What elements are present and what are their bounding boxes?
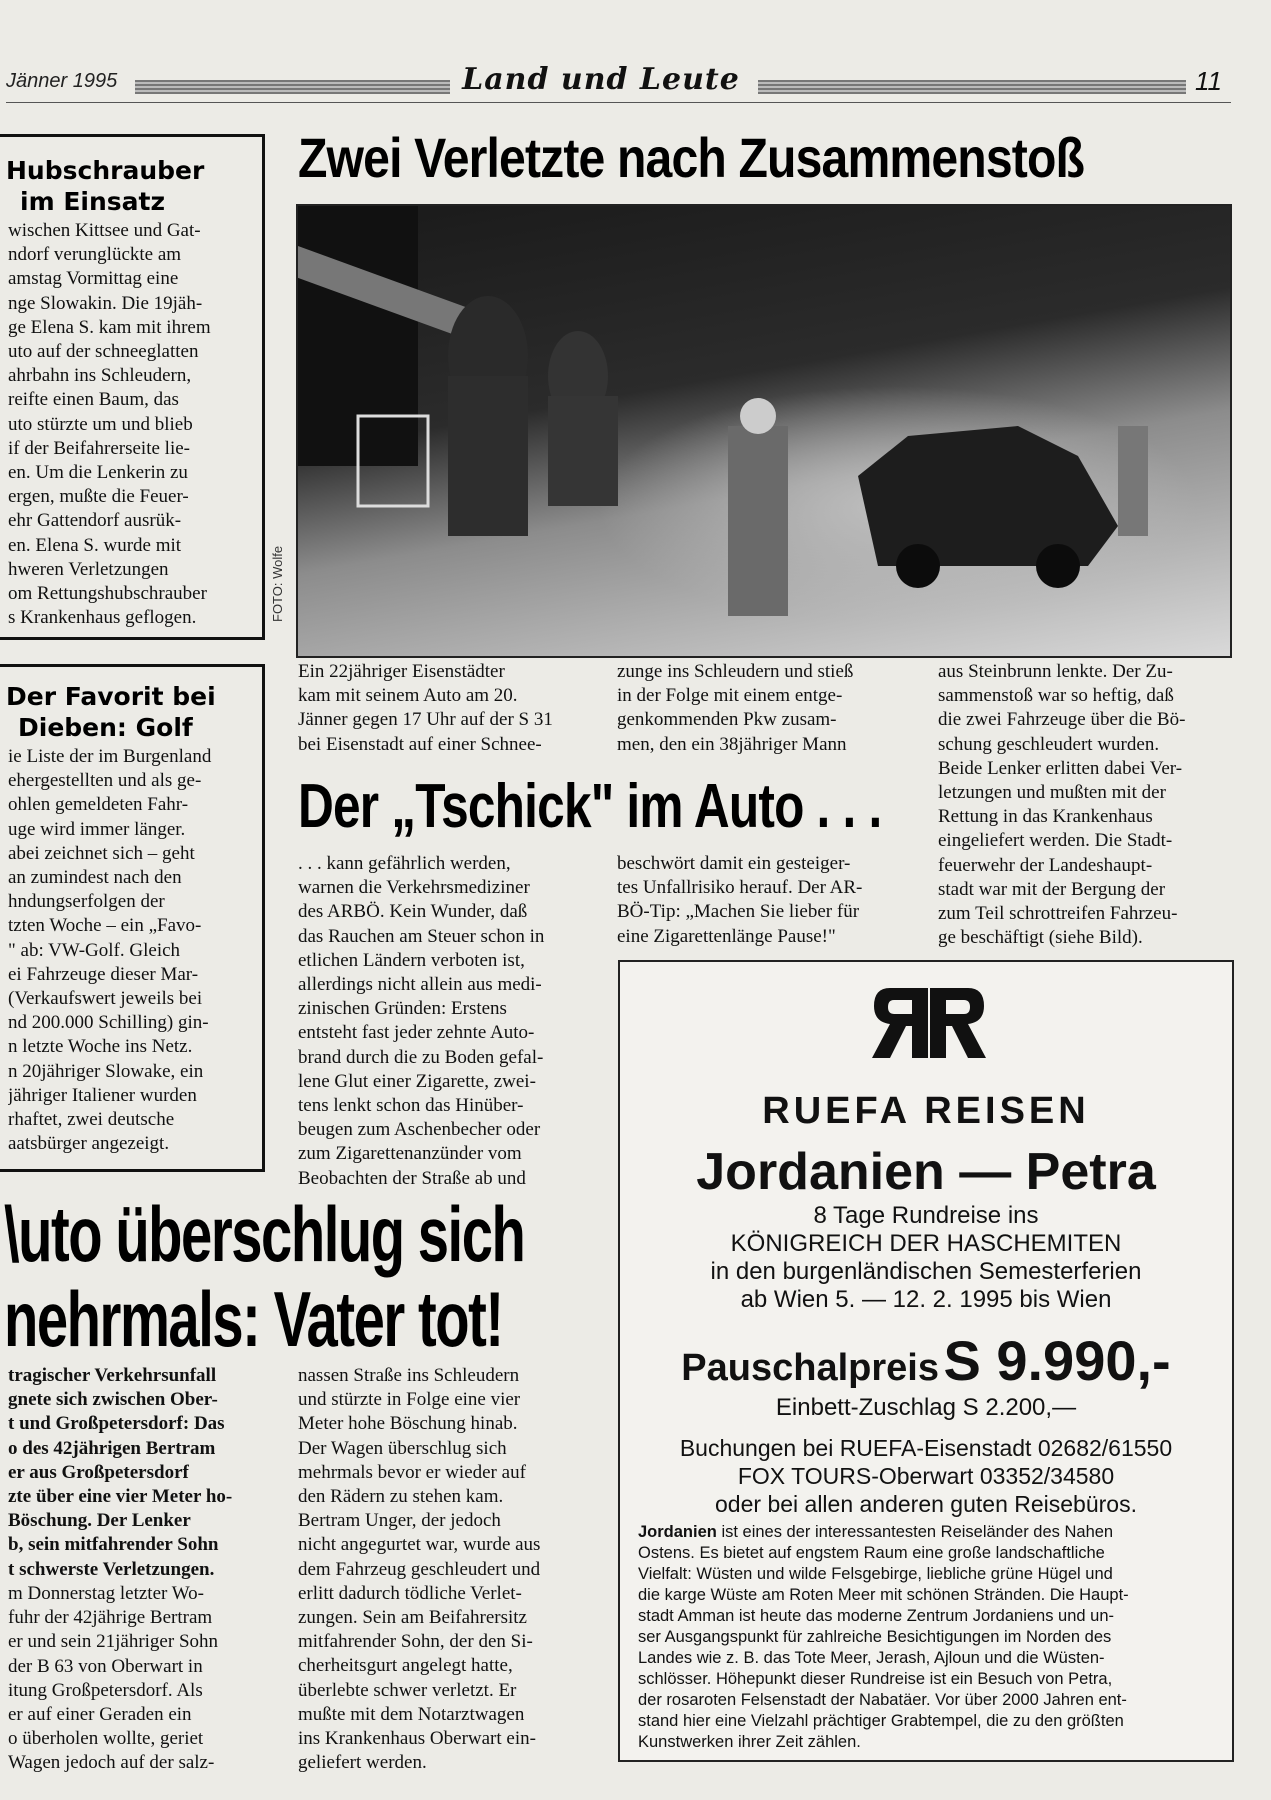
- header-rule: [6, 102, 1231, 103]
- text-line: uto stürzte um und blieb: [8, 413, 193, 435]
- text-line: allerdings nicht allein aus medi-: [298, 974, 542, 996]
- text-line: tzten Woche – ein „Favo-: [8, 915, 202, 937]
- text-line: er und sein 21jähriger Sohn: [8, 1631, 219, 1653]
- text-line: mehrmals bevor er wieder auf: [298, 1461, 526, 1483]
- text-line: ge beschäftigt (siehe Bild).: [938, 927, 1143, 949]
- text-line: en. Elena S. wurde mit: [8, 534, 182, 556]
- text-line: den Rädern zu stehen kam.: [298, 1486, 504, 1508]
- text-line: der B 63 von Oberwart in: [8, 1655, 203, 1677]
- text-line: das Rauchen am Steuer schon in: [298, 925, 545, 947]
- text-line: warnen die Verkehrsmediziner: [298, 877, 530, 899]
- text-line: rhaftet, zwei deutsche: [8, 1109, 175, 1131]
- text-line: er aus Großpetersdorf: [8, 1461, 189, 1483]
- sidebar-title: Der Favorit bei: [6, 682, 216, 711]
- vater-headline-line2: nehrmals: Vater tot!: [4, 1275, 503, 1363]
- text-line: bei Eisenstadt auf einer Schnee-: [298, 733, 542, 755]
- text-line: eingeliefert werden. Die Stadt-: [938, 830, 1173, 852]
- ad-description: [638, 1522, 1214, 1753]
- text-line: kam mit seinem Auto am 20.: [298, 685, 518, 707]
- text-line: schung geschleudert wurden.: [938, 733, 1160, 755]
- text-line: cherheitsgurt angelegt hatte,: [298, 1655, 513, 1677]
- ad-price-label: Pauschalpreis: [681, 1347, 939, 1389]
- text-line: erlitt dadurch tödliche Verlet-: [298, 1582, 522, 1604]
- text-line: s Krankenhaus geflogen.: [8, 607, 197, 629]
- text-line: zinischen Gründen: Erstens: [298, 998, 507, 1020]
- text-line: if der Beifahrerseite lie-: [8, 437, 190, 459]
- text-line: Rettung in das Krankenhaus: [938, 806, 1153, 828]
- ad-desc-line: die karge Wüste am Roten Meer mit schönen Stränden. Die Haupt-: [638, 1586, 1129, 1604]
- text-line: zte über eine vier Meter ho-: [8, 1486, 233, 1508]
- vater-lead: [8, 1364, 272, 1582]
- sidebar-body: [0, 743, 262, 1156]
- text-line: beugen zum Aschenbecher oder: [298, 1119, 541, 1141]
- section-logo: Land und Leute: [462, 62, 740, 97]
- text-line: zum Zigarettenanzünder vom: [298, 1143, 522, 1165]
- tschick-col1: [298, 852, 594, 1191]
- photo-credit: FOTO: Wolfe: [270, 545, 285, 622]
- text-line: zungen. Sein am Beifahrersitz: [298, 1607, 527, 1629]
- text-line: nge Slowakin. Die 19jäh-: [8, 292, 203, 314]
- ad-desc-line: schlösser. Höhepunkt dieser Rundreise ist ein Besuch von Petra,: [638, 1670, 1113, 1688]
- text-line: feuerwehr der Landeshaupt-: [938, 854, 1153, 876]
- text-line: ins Krankenhaus Oberwart ein-: [298, 1728, 536, 1750]
- text-line: Der Wagen überschlug sich: [298, 1437, 507, 1459]
- text-line: tes Unfallrisiko herauf. Der AR-: [617, 877, 863, 899]
- text-line: mußte mit dem Notarztwagen: [298, 1703, 525, 1725]
- ad-single-supplement: Einbett-Zuschlag S 2.200,—: [775, 1394, 1077, 1421]
- text-line: ohlen gemeldeten Fahr-: [8, 794, 189, 816]
- text-line: und stürzte in Folge eine vier: [298, 1389, 521, 1411]
- sidebar-box-helicopter: [0, 134, 265, 640]
- text-line: stadt war mit der Bergung der: [938, 878, 1166, 900]
- ad-booking-line: FOX TOURS-Oberwart 03352/34580: [737, 1463, 1115, 1489]
- text-line: ie Liste der im Burgenland: [8, 746, 212, 767]
- ad-desc-line: stadt Amman ist heute das moderne Zentrum Jordaniens und un-: [638, 1607, 1115, 1625]
- text-line: etlichen Ländern verboten ist,: [298, 949, 525, 971]
- text-line: nassen Straße ins Schleudern: [298, 1365, 520, 1386]
- text-line: nd 200.000 Schilling) gin-: [8, 1012, 209, 1034]
- ad-desc-line: Ostens. Es bietet auf engstem Raum eine große landschaftliche: [638, 1544, 1105, 1562]
- text-line: hweren Verletzungen: [8, 558, 169, 580]
- text-line: fuhr der 42jährige Bertram: [8, 1607, 213, 1629]
- text-line: itung Großpetersdorf. Als: [8, 1679, 203, 1701]
- ad-desc-line: Kunstwerken ihrer Zeit zählen.: [638, 1733, 861, 1751]
- ad-desc-line: Landes wie z. B. das Tote Meer, Jerash, Ajloun und die Wüsten-: [638, 1649, 1105, 1667]
- tschick-headline: Der „Tschick" im Auto . . .: [298, 772, 882, 841]
- ad-desc-line: Jordanien ist eines der interessantesten Reiseländer des Nahen: [638, 1523, 1114, 1541]
- text-line: beschwört damit ein gesteiger-: [617, 853, 851, 874]
- ad-price: S 9.990,-: [943, 1329, 1171, 1392]
- text-line: abei zeichnet sich – geht: [8, 842, 195, 864]
- text-line: ge Elena S. kam mit ihrem: [8, 316, 211, 338]
- text-line: ndorf verunglückte am: [8, 244, 182, 266]
- photo-scene: [298, 206, 1230, 656]
- text-line: ahrbahn ins Schleudern,: [8, 365, 192, 387]
- text-line: Meter hohe Böschung hinab.: [298, 1413, 518, 1435]
- ad-sub-line: KÖNIGREICH DER HASCHEMITEN: [730, 1230, 1122, 1257]
- ruefa-logo-icon: [870, 984, 990, 1062]
- text-line: tragischer Verkehrsunfall: [8, 1365, 217, 1386]
- ad-booking-line: Buchungen bei RUEFA-Eisenstadt 02682/61550: [679, 1435, 1173, 1461]
- ad-desc-line: ser Ausgangspunkt für zahlreiche Besichtigungen im Norden des: [638, 1628, 1112, 1646]
- sidebar-body: [0, 219, 262, 630]
- text-line: BÖ-Tip: „Machen Sie lieber für: [617, 901, 860, 923]
- ad-brand: RUEFA REISEN: [762, 1090, 1090, 1132]
- ad-subtitle: [620, 1202, 1232, 1314]
- text-line: die zwei Fahrzeuge über die Bö-: [938, 709, 1186, 731]
- main-story-col1: [298, 660, 594, 757]
- text-line: o des 42jährigen Bertram: [8, 1437, 216, 1459]
- text-line: Bertram Unger, der jedoch: [298, 1510, 501, 1532]
- ad-booking-line: oder bei allen anderen guten Reisebüros.: [715, 1491, 1137, 1517]
- text-line: brand durch die zu Boden gefal-: [298, 1046, 544, 1068]
- text-line: gnete sich zwischen Ober-: [8, 1389, 218, 1411]
- issue-date: Jänner 1995: [6, 70, 118, 92]
- text-line: jähriger Italiener wurden: [8, 1084, 197, 1106]
- text-line: . . . kann gefährlich werden,: [298, 853, 511, 874]
- text-line: an zumindest nach den: [8, 867, 182, 889]
- text-line: entsteht fast jeder zehnte Auto-: [298, 1022, 535, 1044]
- text-line: ei Fahrzeuge dieser Mar-: [8, 963, 199, 985]
- header-bar-left: [135, 80, 450, 94]
- text-line: wischen Kittsee und Gat-: [8, 220, 201, 241]
- text-line: ehr Gattendorf ausrük-: [8, 510, 182, 532]
- tschick-col2: [617, 852, 913, 949]
- header-bar-right: [758, 80, 1186, 94]
- text-line: eine Zigarettenlänge Pause!": [617, 925, 836, 947]
- text-line: Ein 22jähriger Eisenstädter: [298, 661, 505, 682]
- text-line: aatsbürger angezeigt.: [8, 1133, 170, 1155]
- text-line: o überholen wollte, geriet: [8, 1728, 204, 1750]
- text-line: aus Steinbrunn lenkte. Der Zu-: [938, 661, 1173, 682]
- text-line: en. Um die Lenkerin zu: [8, 462, 188, 484]
- text-line: uto auf der schneeglatten: [8, 341, 199, 363]
- text-line: m Donnerstag letzter Wo-: [8, 1583, 204, 1604]
- text-line: Beobachten der Straße ab und: [298, 1167, 526, 1189]
- text-line: om Rettungshubschrauber: [8, 583, 207, 605]
- text-line: dem Fahrzeug geschleudert und: [298, 1558, 541, 1580]
- page-number: 11: [1195, 66, 1222, 96]
- text-line: (Verkaufswert jeweils bei: [8, 988, 203, 1010]
- text-line: " ab: VW-Golf. Gleich: [8, 939, 181, 961]
- vater-col2: [298, 1364, 594, 1775]
- text-line: hndungserfolgen der: [8, 891, 165, 913]
- accident-photo: [296, 204, 1232, 658]
- text-line: überlebte schwer verletzt. Er: [298, 1679, 517, 1701]
- text-line: uge wird immer länger.: [8, 818, 186, 840]
- ad-sub-line: 8 Tage Rundreise ins: [813, 1202, 1039, 1229]
- text-line: ergen, mußte die Feuer-: [8, 486, 189, 508]
- ad-desc-line: der rosaroten Felsenstadt der Nabatäer. Vor über 2000 Jahren ent-: [638, 1691, 1127, 1709]
- ad-desc-line: Vielfalt: Wüsten und wilde Felsgebirge, liebliche grüne Hügel und: [638, 1565, 1113, 1583]
- vater-headline-line1: \uto überschlug sich: [4, 1190, 525, 1278]
- ad-desc-line: stand hier eine Vielzahl prächtiger Grabtempel, die zu den größten: [638, 1712, 1124, 1730]
- ad-price-line: [620, 1328, 1232, 1393]
- text-line: er auf einer Geraden ein: [8, 1704, 192, 1726]
- sidebar-title: Hubschrauber: [6, 156, 205, 185]
- text-line: mitfahrender Sohn, der den Si-: [298, 1631, 533, 1653]
- text-line: letzungen und mußten mit der: [938, 782, 1166, 804]
- text-line: geliefert werden.: [298, 1752, 427, 1774]
- main-story-col2: [617, 660, 913, 757]
- sidebar-title: Dieben: Golf: [18, 713, 193, 742]
- text-line: Wagen jedoch auf der salz-: [8, 1752, 215, 1774]
- sidebar-box-golf: [0, 664, 265, 1172]
- text-line: n letzte Woche ins Netz.: [8, 1036, 193, 1058]
- main-headline: Zwei Verletzte nach Zusammenstoß: [298, 126, 1085, 189]
- ad-sub-line: ab Wien 5. — 12. 2. 1995 bis Wien: [740, 1286, 1112, 1313]
- text-line: amstag Vormittag eine: [8, 268, 179, 290]
- text-line: nicht angegurtet war, wurde aus: [298, 1534, 541, 1556]
- ad-booking: [620, 1434, 1232, 1518]
- ad-title: Jordanien — Petra: [696, 1143, 1156, 1201]
- text-line: Böschung. Der Lenker: [8, 1510, 191, 1532]
- text-line: reifte einen Baum, das: [8, 389, 179, 411]
- text-line: in der Folge mit einem entge-: [617, 685, 843, 707]
- text-line: lene Glut einer Zigarette, zwei-: [298, 1070, 536, 1092]
- sidebar-title: im Einsatz: [20, 187, 166, 216]
- text-line: genkommenden Pkw zusam-: [617, 709, 837, 731]
- text-line: zum Teil schrottreifen Fahrzeu-: [938, 903, 1178, 925]
- text-line: Jänner gegen 17 Uhr auf der S 31: [298, 709, 553, 731]
- text-line: t schwerste Verletzungen.: [8, 1558, 215, 1580]
- text-line: sammenstoß war so heftig, daß: [938, 685, 1174, 707]
- text-line: des ARBÖ. Kein Wunder, daß: [298, 901, 528, 923]
- ad-desc-bold: Jordanien: [638, 1523, 717, 1541]
- text-line: n 20jähriger Slowake, ein: [8, 1060, 204, 1082]
- text-line: men, den ein 38jähriger Mann: [617, 733, 847, 755]
- main-story-col3: [938, 660, 1228, 950]
- text-line: b, sein mitfahrender Sohn: [8, 1534, 219, 1556]
- text-line: zunge ins Schleudern und stieß: [617, 661, 854, 682]
- text-line: Beide Lenker erlitten dabei Ver-: [938, 757, 1183, 779]
- text-line: tens lenkt schon das Hinüber-: [298, 1095, 524, 1117]
- text-line: t und Großpetersdorf: Das: [8, 1413, 225, 1435]
- vater-col1: [8, 1582, 272, 1776]
- ad-sub-line: in den burgenländischen Semesterferien: [710, 1258, 1142, 1285]
- ruefa-ad: [618, 960, 1234, 1762]
- text-line: ehergestellten und als ge-: [8, 770, 202, 792]
